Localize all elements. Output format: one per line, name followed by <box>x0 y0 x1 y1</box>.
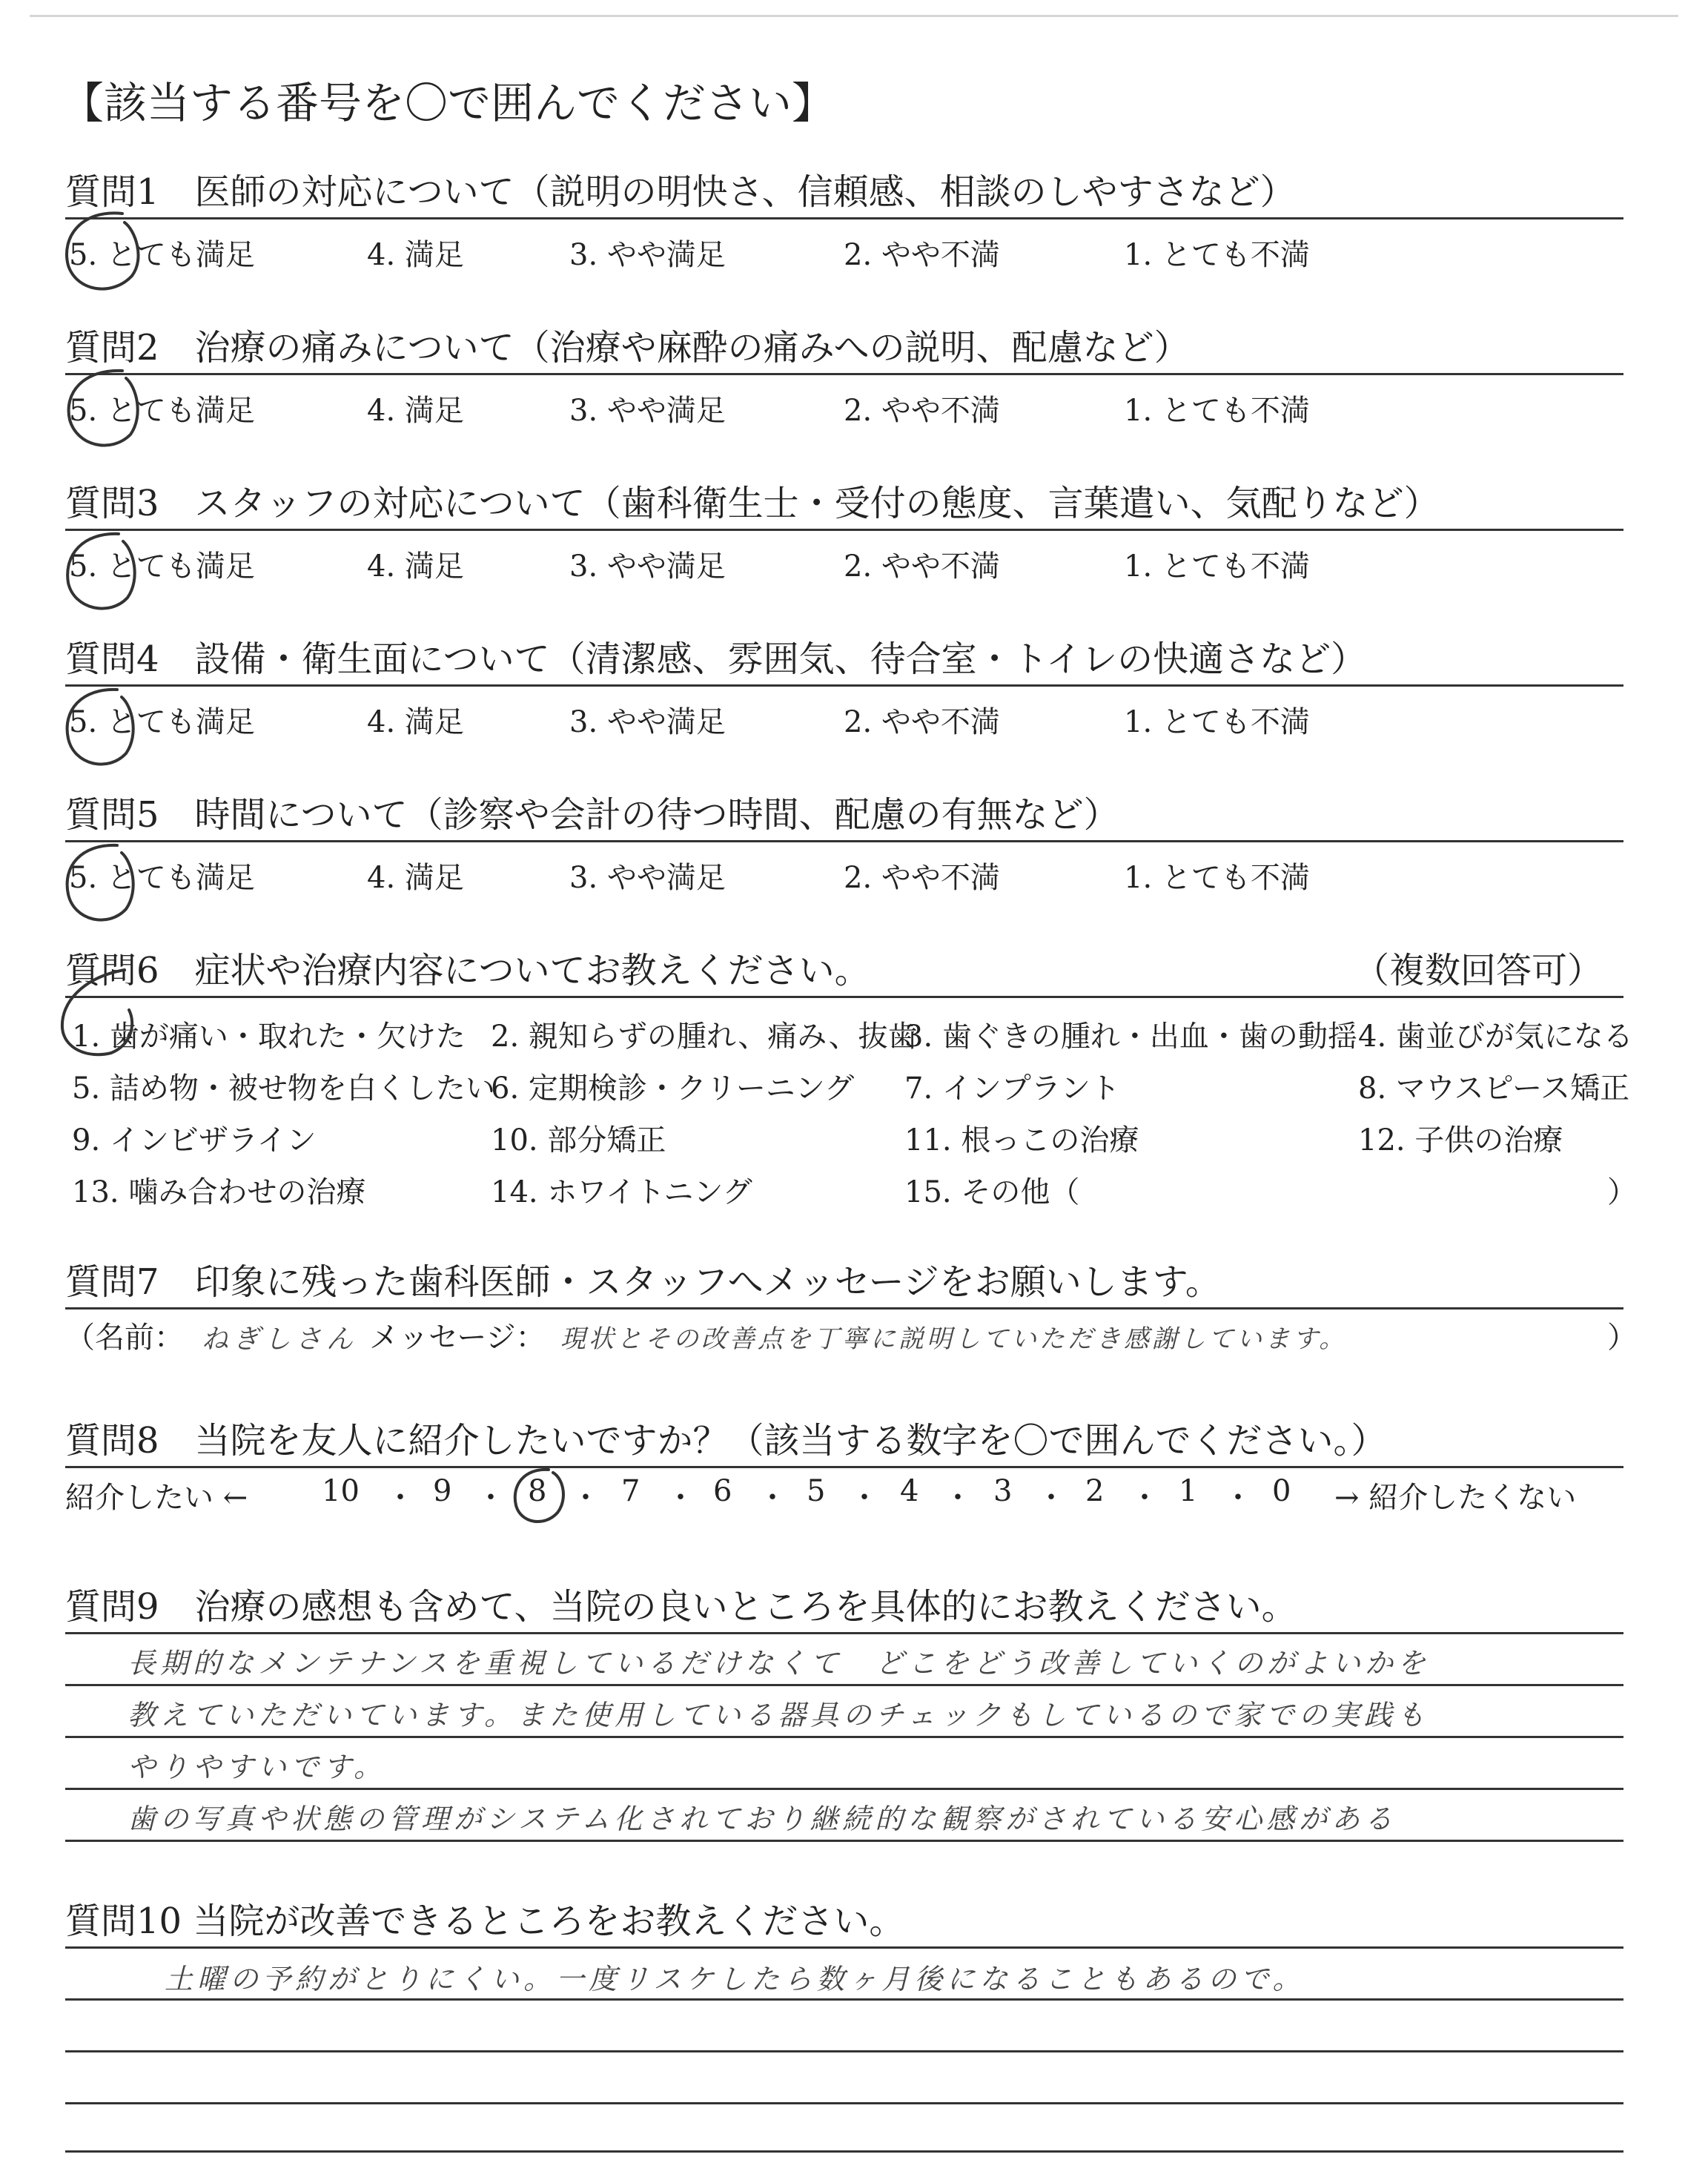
q8-dot: ・ <box>385 1481 415 1515</box>
q5-option-2[interactable]: 2. やや不満 <box>844 861 1000 895</box>
q6-option-4[interactable]: 4. 歯並びが気になる <box>1358 1020 1633 1054</box>
q2-option-5[interactable]: 5. とても満足 <box>69 394 255 428</box>
q6-option-9[interactable]: 9. インビザライン <box>72 1123 317 1157</box>
q4-option-2[interactable]: 2. やや不満 <box>844 705 1000 739</box>
q10-rule-5 <box>65 2150 1623 2153</box>
q9-answer-line-4[interactable]: 歯の写真や状態の管理がシステム化されており継続的な観察がされている安心感がある <box>128 1803 1397 1835</box>
q4-option-4[interactable]: 4. 満足 <box>367 705 464 739</box>
q8-number-4[interactable]: 4 <box>900 1474 919 1508</box>
q1-option-2[interactable]: 2. やや不満 <box>844 238 1000 272</box>
q6-option-6[interactable]: 6. 定期検診・クリーニング <box>491 1071 855 1106</box>
q7-message-label: メッセージ： <box>369 1321 546 1355</box>
q5-option-5[interactable]: 5. とても満足 <box>69 861 255 895</box>
q4-rule <box>65 684 1623 687</box>
q2-option-3[interactable]: 3. やや満足 <box>569 394 726 428</box>
q1-option-1[interactable]: 1. とても不満 <box>1124 238 1310 272</box>
q6-option-7[interactable]: 7. インプラント <box>904 1071 1120 1106</box>
q6-heading: 質問6 症状や治療内容についてお教えください。 <box>65 950 870 991</box>
q8-dot: ・ <box>758 1481 787 1515</box>
q8-dot: ・ <box>476 1481 506 1515</box>
q5-heading: 質問5 時間について（診察や会計の待つ時間、配慮の有無など） <box>65 794 1119 836</box>
q10-heading: 質問10 当院が改善できるところをお教えください。 <box>65 1900 905 1942</box>
q8-number-9[interactable]: 9 <box>433 1474 452 1508</box>
q5-rule <box>65 840 1623 842</box>
q2-heading: 質問2 治療の痛みについて（治療や麻酔の痛みへの説明、配慮など） <box>65 327 1190 369</box>
q1-option-5[interactable]: 5. とても満足 <box>69 238 255 272</box>
q9-heading: 質問9 治療の感想も含めて、当院の良いところを具体的にお教えください。 <box>65 1586 1297 1628</box>
q3-option-1[interactable]: 1. とても不満 <box>1124 549 1310 584</box>
q8-dot: ・ <box>1130 1481 1159 1515</box>
q8-number-8[interactable]: 8 <box>528 1474 547 1508</box>
q6-option-14[interactable]: 14. ホワイトニング <box>491 1175 752 1209</box>
q8-number-0[interactable]: 0 <box>1272 1474 1291 1508</box>
q6-other-close-paren: ） <box>1607 1175 1637 1209</box>
q8-number-3[interactable]: 3 <box>993 1474 1013 1508</box>
q1-heading: 質問1 医師の対応について（説明の明快さ、信頼感、相談のしやすさなど） <box>65 171 1296 213</box>
q9-rule-1 <box>65 1632 1623 1634</box>
q8-number-7[interactable]: 7 <box>621 1474 640 1508</box>
q3-option-2[interactable]: 2. やや不満 <box>844 549 1000 584</box>
q9-rule-4 <box>65 1788 1623 1790</box>
q3-rule <box>65 529 1623 531</box>
q6-option-2[interactable]: 2. 親知らずの腫れ、痛み、抜歯 <box>491 1020 918 1054</box>
q5-option-3[interactable]: 3. やや満足 <box>569 861 726 895</box>
q8-dot: ・ <box>666 1481 695 1515</box>
q3-option-4[interactable]: 4. 満足 <box>367 549 464 584</box>
q6-option-10[interactable]: 10. 部分矯正 <box>491 1123 666 1157</box>
q8-dot: ・ <box>571 1481 600 1515</box>
q6-option-12[interactable]: 12. 子供の治療 <box>1358 1123 1563 1157</box>
q4-option-3[interactable]: 3. やや満足 <box>569 705 726 739</box>
q8-dot: ・ <box>850 1481 879 1515</box>
q2-option-1[interactable]: 1. とても不満 <box>1124 394 1310 428</box>
q7-message-value[interactable]: 現状とその改善点を丁寧に説明していただき感謝しています。 <box>560 1324 1348 1354</box>
q10-rule-2 <box>65 1998 1623 2001</box>
q3-option-5[interactable]: 5. とても満足 <box>69 549 255 584</box>
q6-option-5[interactable]: 5. 詰め物・被せ物を白くしたい <box>72 1071 495 1106</box>
q7-rule <box>65 1307 1623 1309</box>
q8-dot: ・ <box>943 1481 973 1515</box>
q8-heading: 質問8 当院を友人に紹介したいですか？（該当する数字を〇で囲んでください。） <box>65 1420 1387 1462</box>
q8-right-label: → 紹介したくない <box>1334 1481 1577 1515</box>
page-top-edge <box>30 15 1678 17</box>
q9-answer-line-2[interactable]: 教えていただいています。また使用している器具のチェックもしているので家での実践も <box>128 1699 1429 1731</box>
q5-option-4[interactable]: 4. 満足 <box>367 861 464 895</box>
q4-heading: 質問4 設備・衛生面について（清潔感、雰囲気、待合室・トイレの快適さなど） <box>65 638 1367 680</box>
q7-heading: 質問7 印象に残った歯科医師・スタッフへメッセージをお願いします。 <box>65 1261 1221 1303</box>
q9-rule-2 <box>65 1684 1623 1686</box>
q10-rule-1 <box>65 1946 1623 1949</box>
q8-number-6[interactable]: 6 <box>713 1474 732 1508</box>
q6-option-13[interactable]: 13. 噛み合わせの治療 <box>72 1175 366 1209</box>
q6-rule <box>65 996 1623 998</box>
page-title: 【該当する番号を〇で囲んでください】 <box>61 78 835 128</box>
q8-dot: ・ <box>1036 1481 1066 1515</box>
q9-rule-3 <box>65 1736 1623 1738</box>
q3-option-3[interactable]: 3. やや満足 <box>569 549 726 584</box>
q2-option-2[interactable]: 2. やや不満 <box>844 394 1000 428</box>
q9-rule-5 <box>65 1840 1623 1842</box>
q5-option-1[interactable]: 1. とても不満 <box>1124 861 1310 895</box>
q1-option-4[interactable]: 4. 満足 <box>367 238 464 272</box>
q2-option-4[interactable]: 4. 満足 <box>367 394 464 428</box>
q10-rule-3 <box>65 2050 1623 2052</box>
q10-rule-4 <box>65 2102 1623 2104</box>
q6-option-3[interactable]: 3. 歯ぐきの腫れ・出血・歯の動揺 <box>904 1020 1357 1054</box>
q6-option-15[interactable]: 15. その他（ <box>904 1175 1080 1209</box>
q4-option-5[interactable]: 5. とても満足 <box>69 705 255 739</box>
q8-dot: ・ <box>1223 1481 1253 1515</box>
q9-answer-line-1[interactable]: 長期的なメンテナンスを重視しているだけなくて どこをどう改善していくのがよいかを <box>128 1647 1430 1680</box>
q8-rule <box>65 1466 1623 1468</box>
q1-rule <box>65 217 1623 219</box>
q9-answer-line-3[interactable]: やりやすいです。 <box>128 1751 386 1783</box>
q10-answer-line-1[interactable]: 土曜の予約がとりにくい。一度リスケしたら数ヶ月後になることもあるので。 <box>165 1963 1305 1995</box>
q8-number-2[interactable]: 2 <box>1085 1474 1105 1508</box>
q7-name-label: （名前： <box>65 1321 184 1355</box>
q6-option-1[interactable]: 1. 歯が痛い・取れた・欠けた <box>72 1020 466 1054</box>
q3-heading: 質問3 スタッフの対応について（歯科衛生士・受付の態度、言葉遣い、気配りなど） <box>65 483 1440 524</box>
q4-option-1[interactable]: 1. とても不満 <box>1124 705 1310 739</box>
q1-option-3[interactable]: 3. やや満足 <box>569 238 726 272</box>
q8-number-10[interactable]: 10 <box>322 1474 360 1508</box>
q6-option-11[interactable]: 11. 根っこの治療 <box>904 1123 1139 1157</box>
q6-multi-note: （複数回答可） <box>1354 950 1603 991</box>
q8-number-5[interactable]: 5 <box>807 1474 826 1508</box>
q8-left-label: 紹介したい ← <box>65 1481 248 1515</box>
q2-rule <box>65 373 1623 375</box>
q7-close-paren: ） <box>1607 1321 1637 1355</box>
q8-number-1[interactable]: 1 <box>1179 1474 1198 1508</box>
q6-option-8[interactable]: 8. マウスピース矯正 <box>1358 1071 1630 1106</box>
q7-name-value[interactable]: ねぎしさん <box>202 1324 358 1355</box>
